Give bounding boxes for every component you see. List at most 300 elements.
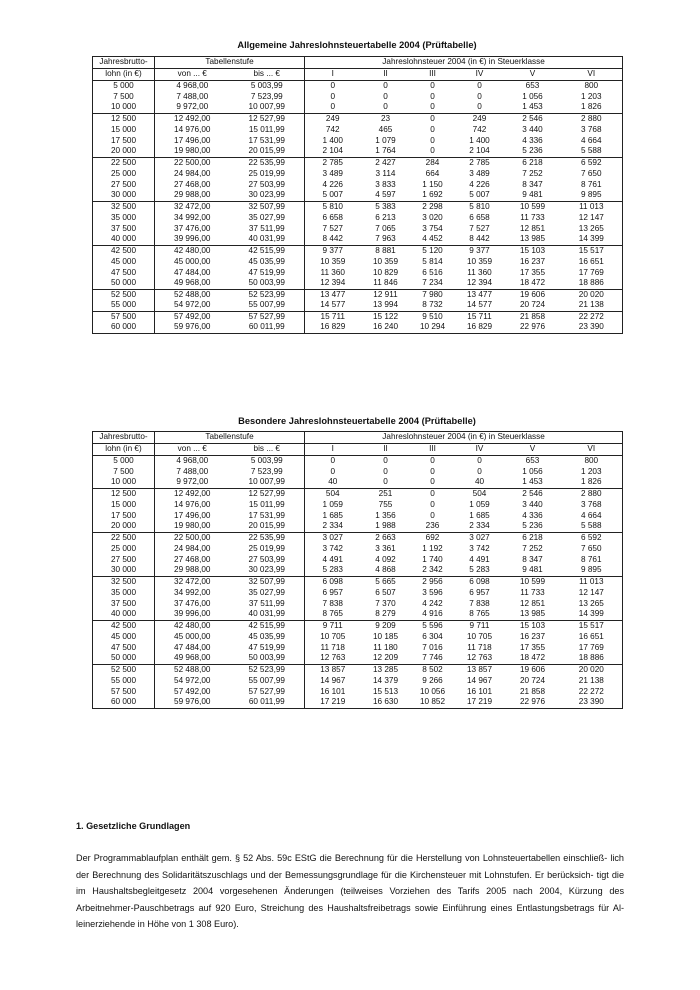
table-cell: 9 481 bbox=[505, 566, 561, 577]
table-cell: 0 bbox=[305, 467, 361, 478]
table-cell: 13 857 bbox=[466, 665, 493, 675]
table-cell: 16 237 bbox=[519, 631, 546, 641]
table-row bbox=[93, 268, 623, 279]
table-cell: 8 765 bbox=[455, 610, 505, 621]
table-cell: 19 980,00 bbox=[155, 522, 230, 533]
table-cell: 37 500 bbox=[93, 224, 155, 235]
tax-table-allgemeine bbox=[92, 56, 623, 334]
table-row bbox=[93, 577, 623, 588]
table-cell: 1 453 bbox=[505, 478, 561, 489]
table-cell: 1 056 bbox=[522, 91, 543, 101]
table-header-row bbox=[93, 57, 623, 69]
table-cell: 50 000 bbox=[93, 279, 155, 290]
table-cell: 251 bbox=[378, 489, 393, 499]
table-cell: 10 007,99 bbox=[230, 103, 305, 114]
table-cell: 18 472 bbox=[505, 279, 561, 290]
table-cell: 55 000 bbox=[93, 301, 155, 312]
table-cell: 5 283 bbox=[455, 566, 505, 577]
table-cell: 2 785 bbox=[305, 158, 361, 169]
table-cell: 7 746 bbox=[411, 654, 455, 665]
table-cell: 2 104 bbox=[455, 147, 505, 158]
table-cell: 4 242 bbox=[422, 598, 443, 608]
col-header-class: II bbox=[361, 69, 411, 81]
table-cell: 54 972,00 bbox=[155, 676, 230, 687]
table-cell: 20 724 bbox=[505, 301, 561, 312]
table-cell: 5 588 bbox=[561, 147, 623, 158]
table-cell: 40 bbox=[455, 478, 505, 489]
table-cell: 9 972,00 bbox=[155, 478, 230, 489]
table-cell: 1 059 bbox=[305, 500, 361, 511]
table-cell: 1 453 bbox=[505, 103, 561, 114]
table-cell: 4 226 bbox=[469, 179, 490, 189]
table-cell: 1 692 bbox=[411, 191, 455, 202]
table-cell: 0 bbox=[430, 81, 435, 91]
col-header-bis: bis ... € bbox=[230, 444, 305, 456]
table-cell: 4 968,00 bbox=[155, 81, 230, 92]
col-header-class: VI bbox=[561, 444, 623, 456]
table-cell: 7 527 bbox=[469, 223, 490, 233]
table-cell: 15 517 bbox=[561, 621, 623, 632]
table-row bbox=[93, 312, 623, 323]
table-cell: 21 138 bbox=[561, 301, 623, 312]
table-cell: 9 711 bbox=[305, 621, 361, 632]
table-cell: 1 150 bbox=[422, 179, 443, 189]
table-cell: 57 500 bbox=[93, 312, 155, 323]
table-cell: 12 147 bbox=[561, 213, 623, 224]
table-cell: 1 685 bbox=[469, 510, 490, 520]
table-cell: 42 480,00 bbox=[155, 621, 230, 632]
table-cell: 15 000 bbox=[93, 500, 155, 511]
table-cell: 60 011,99 bbox=[230, 323, 305, 334]
table-cell: 7 650 bbox=[561, 544, 623, 555]
table-cell: 20 020 bbox=[561, 665, 623, 676]
table-cell: 49 968,00 bbox=[155, 279, 230, 290]
table-row bbox=[93, 643, 623, 654]
table-cell: 5 283 bbox=[305, 566, 361, 577]
col-header-steuer: Jahreslohnsteuer 2004 (in €) in Steuerklasse bbox=[305, 432, 623, 444]
table-cell: 2 663 bbox=[375, 533, 396, 543]
table-row bbox=[93, 92, 623, 103]
table-cell: 47 500 bbox=[93, 643, 155, 654]
table-cell: 10 599 bbox=[519, 577, 546, 587]
table-cell: 17 496,00 bbox=[155, 136, 230, 147]
table-cell: 0 bbox=[430, 489, 435, 499]
table-cell: 6 218 bbox=[522, 158, 543, 168]
table-cell: 20 015,99 bbox=[230, 522, 305, 533]
table-cell: 45 035,99 bbox=[248, 256, 285, 266]
table-cell: 49 968,00 bbox=[155, 654, 230, 665]
table-cell: 12 492,00 bbox=[155, 489, 230, 500]
table-row bbox=[93, 687, 623, 698]
table-row bbox=[93, 279, 623, 290]
table-cell: 32 507,99 bbox=[248, 202, 285, 212]
table-cell: 4 916 bbox=[411, 610, 455, 621]
table-cell: 742 bbox=[472, 124, 487, 134]
table-cell: 5 383 bbox=[375, 202, 396, 212]
table-cell: 6 304 bbox=[422, 631, 443, 641]
table-cell: 37 476,00 bbox=[155, 599, 230, 610]
table-cell: 5 810 bbox=[305, 202, 361, 213]
table-cell: 5 120 bbox=[422, 246, 443, 256]
table-cell: 42 515,99 bbox=[248, 246, 285, 256]
table-row bbox=[93, 676, 623, 687]
table-cell: 40 000 bbox=[93, 235, 155, 246]
table-cell: 6 658 bbox=[469, 212, 490, 222]
section-paragraph bbox=[76, 850, 624, 932]
table-cell: 14 379 bbox=[372, 675, 399, 685]
table-cell: 4 491 bbox=[305, 555, 361, 566]
table-cell: 14 976,00 bbox=[155, 125, 230, 136]
table-cell: 40 031,99 bbox=[230, 235, 305, 246]
table-cell: 24 984,00 bbox=[155, 169, 230, 180]
table-cell: 23 390 bbox=[561, 323, 623, 334]
table-cell: 52 523,99 bbox=[248, 290, 285, 300]
table-cell: 23 390 bbox=[561, 698, 623, 709]
table-cell: 12 763 bbox=[455, 654, 505, 665]
table-cell: 47 519,99 bbox=[248, 642, 285, 652]
table-cell: 5 003,99 bbox=[250, 456, 283, 466]
table-cell: 20 724 bbox=[519, 675, 546, 685]
table-cell: 7 370 bbox=[375, 598, 396, 608]
table-cell: 10 705 bbox=[466, 631, 493, 641]
table-cell: 0 bbox=[383, 466, 388, 476]
table-cell: 653 bbox=[525, 456, 540, 466]
table-cell: 2 342 bbox=[411, 566, 455, 577]
table-cell: 13 857 bbox=[305, 665, 361, 676]
table-cell: 6 516 bbox=[422, 267, 443, 277]
table-row bbox=[93, 213, 623, 224]
table-cell: 3 596 bbox=[422, 587, 443, 597]
table-cell: 35 000 bbox=[93, 213, 155, 224]
table-cell: 17 496,00 bbox=[155, 511, 230, 522]
table-cell: 1 764 bbox=[361, 147, 411, 158]
table-cell: 8 761 bbox=[561, 555, 623, 566]
table-cell: 0 bbox=[383, 456, 388, 466]
table-cell: 17 769 bbox=[561, 268, 623, 279]
table-row bbox=[93, 599, 623, 610]
table-cell: 7 500 bbox=[93, 92, 155, 103]
table-cell: 16 237 bbox=[519, 256, 546, 266]
table-cell: 504 bbox=[472, 489, 487, 499]
table-cell: 1 203 bbox=[561, 467, 623, 478]
table-cell: 12 851 bbox=[519, 223, 546, 233]
table-cell: 7 838 bbox=[469, 598, 490, 608]
table-cell: 3 489 bbox=[469, 168, 490, 178]
table-cell: 22 500 bbox=[93, 158, 155, 169]
table-cell: 2 880 bbox=[561, 114, 623, 125]
table-cell: 16 651 bbox=[561, 632, 623, 643]
table-cell: 11 733 bbox=[520, 212, 545, 222]
table-cell: 60 011,99 bbox=[230, 698, 305, 709]
table-cell: 12 911 bbox=[373, 290, 398, 300]
table-cell: 5 000 bbox=[93, 456, 155, 467]
table-cell: 0 bbox=[383, 91, 388, 101]
table-cell: 4 226 bbox=[305, 180, 361, 191]
table-cell: 29 988,00 bbox=[155, 191, 230, 202]
table-cell: 9 377 bbox=[469, 246, 490, 256]
col-header-von: von ... € bbox=[155, 444, 230, 456]
table-cell: 0 bbox=[477, 456, 482, 466]
table-row bbox=[93, 511, 623, 522]
table-cell: 7 500 bbox=[93, 467, 155, 478]
table-cell: 23 bbox=[380, 114, 391, 124]
table-cell: 0 bbox=[430, 466, 435, 476]
table-cell: 30 023,99 bbox=[230, 566, 305, 577]
table-cell: 6 098 bbox=[305, 577, 361, 588]
table-cell: 18 886 bbox=[561, 654, 623, 665]
table-cell: 9 711 bbox=[469, 621, 490, 631]
table-cell: 14 399 bbox=[561, 235, 623, 246]
table-cell: 20 000 bbox=[93, 522, 155, 533]
table-cell: 0 bbox=[361, 103, 411, 114]
section-heading: 1. Gesetzliche Grundlagen bbox=[76, 821, 191, 831]
table-cell: 0 bbox=[455, 103, 505, 114]
table-cell: 4 664 bbox=[561, 511, 623, 522]
table-cell: 11 718 bbox=[467, 642, 492, 652]
table-cell: 17 219 bbox=[455, 698, 505, 709]
table-cell: 3 742 bbox=[305, 544, 361, 555]
table-cell: 8 442 bbox=[455, 235, 505, 246]
table-cell: 13 285 bbox=[372, 665, 399, 675]
table-cell: 16 101 bbox=[466, 686, 493, 696]
table-cell: 14 399 bbox=[561, 610, 623, 621]
table-cell: 10 829 bbox=[372, 267, 399, 277]
table-cell: 17 531,99 bbox=[248, 135, 285, 145]
table-header-row bbox=[93, 444, 623, 456]
table-cell: 18 472 bbox=[505, 654, 561, 665]
col-header-tabellenstufe: Tabellenstufe bbox=[155, 432, 305, 444]
table-cell: 20 015,99 bbox=[230, 147, 305, 158]
table-cell: 7 016 bbox=[422, 642, 443, 652]
table-cell: 27 500 bbox=[93, 180, 155, 191]
table-cell: 11 013 bbox=[561, 577, 623, 588]
col-header-class: III bbox=[411, 69, 455, 81]
table-row bbox=[93, 654, 623, 665]
table-cell: 27 468,00 bbox=[155, 555, 230, 566]
table-row bbox=[93, 125, 623, 136]
table-cell: 0 bbox=[430, 124, 435, 134]
table-cell: 15 103 bbox=[519, 246, 546, 256]
table-cell: 236 bbox=[411, 522, 455, 533]
table-row bbox=[93, 147, 623, 158]
table-cell: 60 000 bbox=[93, 323, 155, 334]
table-cell: 17 355 bbox=[519, 267, 546, 277]
table-cell: 3 754 bbox=[422, 223, 443, 233]
table-row bbox=[93, 500, 623, 511]
table-cell: 2 880 bbox=[561, 489, 623, 500]
table-cell: 17 769 bbox=[561, 643, 623, 654]
table-cell: 4 868 bbox=[361, 566, 411, 577]
table-cell: 22 535,99 bbox=[248, 158, 285, 168]
table-cell: 9 895 bbox=[561, 566, 623, 577]
table-cell: 4 336 bbox=[522, 510, 543, 520]
table-cell: 3 361 bbox=[375, 543, 396, 553]
table-header-row bbox=[93, 69, 623, 81]
table-cell: 5 003,99 bbox=[250, 81, 283, 91]
table-row bbox=[93, 467, 623, 478]
table-cell: 11 733 bbox=[520, 587, 545, 597]
table-cell: 50 003,99 bbox=[230, 654, 305, 665]
table-cell: 249 bbox=[305, 114, 361, 125]
table-cell: 7 488,00 bbox=[155, 467, 230, 478]
table-row bbox=[93, 489, 623, 500]
table-row bbox=[93, 665, 623, 676]
table-cell: 55 007,99 bbox=[230, 301, 305, 312]
table-cell: 16 829 bbox=[455, 323, 505, 334]
table-cell: 3 833 bbox=[375, 179, 396, 189]
table-cell: 7 963 bbox=[361, 235, 411, 246]
table-row bbox=[93, 103, 623, 114]
table-cell: 1 740 bbox=[422, 554, 443, 564]
table-cell: 16 630 bbox=[361, 698, 411, 709]
table-cell: 37 476,00 bbox=[155, 224, 230, 235]
table-row bbox=[93, 158, 623, 169]
paragraph-line: Arbeitnehmer-Pauschbetrags auf 920 Euro, Streichung des Haushaltsfreibetrags sowie Einführung eines Entlastungsbetrags für Al- bbox=[76, 902, 624, 913]
table-cell: 0 bbox=[430, 91, 435, 101]
table-cell: 15 513 bbox=[372, 686, 399, 696]
table-cell: 10 000 bbox=[93, 478, 155, 489]
table-cell: 3 768 bbox=[561, 125, 623, 136]
table-cell: 7 523,99 bbox=[250, 466, 283, 476]
table-cell: 7 488,00 bbox=[155, 92, 230, 103]
table-cell: 50 003,99 bbox=[230, 279, 305, 290]
table-cell: 0 bbox=[305, 92, 361, 103]
table-cell: 16 829 bbox=[305, 323, 361, 334]
table-cell: 55 000 bbox=[93, 676, 155, 687]
table-cell: 3 020 bbox=[422, 212, 443, 222]
table-cell: 32 472,00 bbox=[155, 577, 230, 588]
table-cell: 12 500 bbox=[93, 114, 155, 125]
table-cell: 1 988 bbox=[361, 522, 411, 533]
table-cell: 1 203 bbox=[561, 92, 623, 103]
table-cell: 32 507,99 bbox=[248, 577, 285, 587]
table-cell: 25 019,99 bbox=[248, 168, 285, 178]
table-cell: 5 236 bbox=[505, 522, 561, 533]
table-cell: 5 007 bbox=[305, 191, 361, 202]
table-cell: 42 515,99 bbox=[248, 621, 285, 631]
table-cell: 13 994 bbox=[361, 301, 411, 312]
table-cell: 7 650 bbox=[561, 169, 623, 180]
table-cell: 2 104 bbox=[305, 147, 361, 158]
table-cell: 2 785 bbox=[469, 158, 490, 168]
table-cell: 27 503,99 bbox=[248, 554, 285, 564]
table-row bbox=[93, 301, 623, 312]
table-cell: 12 527,99 bbox=[248, 114, 285, 124]
table-cell: 1 826 bbox=[561, 478, 623, 489]
col-header-brutto: Jahresbrutto- bbox=[93, 57, 155, 69]
table-cell: 37 500 bbox=[93, 599, 155, 610]
table-cell: 5 236 bbox=[505, 147, 561, 158]
table-cell: 3 027 bbox=[305, 533, 361, 544]
table-cell: 13 985 bbox=[505, 610, 561, 621]
table-row bbox=[93, 114, 623, 125]
table-cell: 6 658 bbox=[305, 213, 361, 224]
table-cell: 2 546 bbox=[522, 114, 543, 124]
table-cell: 12 394 bbox=[455, 279, 505, 290]
table-cell: 8 442 bbox=[305, 235, 361, 246]
table-cell: 0 bbox=[430, 510, 435, 520]
table-cell: 9 895 bbox=[561, 191, 623, 202]
table-cell: 57 527,99 bbox=[248, 312, 285, 322]
table-cell: 10 000 bbox=[93, 103, 155, 114]
table-cell: 8 279 bbox=[361, 610, 411, 621]
table-cell: 0 bbox=[305, 456, 361, 467]
table-cell: 6 592 bbox=[561, 158, 623, 169]
table-row bbox=[93, 621, 623, 632]
table-cell: 4 336 bbox=[522, 135, 543, 145]
col-header-von: von ... € bbox=[155, 69, 230, 81]
table-cell: 24 984,00 bbox=[155, 544, 230, 555]
table-cell: 15 000 bbox=[93, 125, 155, 136]
table-cell: 8 502 bbox=[422, 665, 443, 675]
table-cell: 8 761 bbox=[561, 180, 623, 191]
table-row bbox=[93, 478, 623, 489]
table-cell: 5 814 bbox=[422, 256, 443, 266]
table-cell: 2 334 bbox=[455, 522, 505, 533]
table-cell: 32 500 bbox=[93, 202, 155, 213]
table-cell: 6 213 bbox=[375, 212, 396, 222]
table-cell: 249 bbox=[472, 114, 487, 124]
table-cell: 52 500 bbox=[93, 665, 155, 676]
table-cell: 15 122 bbox=[372, 312, 399, 322]
table-cell: 34 992,00 bbox=[155, 588, 230, 599]
table-cell: 4 597 bbox=[361, 191, 411, 202]
table-cell: 8 765 bbox=[305, 610, 361, 621]
table-cell: 14 577 bbox=[455, 301, 505, 312]
table-cell: 47 484,00 bbox=[155, 643, 230, 654]
col-header-brutto: Jahresbrutto- bbox=[93, 432, 155, 444]
table-cell: 59 976,00 bbox=[155, 698, 230, 709]
table-cell: 4 968,00 bbox=[155, 456, 230, 467]
table-cell: 5 588 bbox=[561, 522, 623, 533]
table-cell: 9 377 bbox=[305, 246, 361, 257]
table-cell: 10 852 bbox=[411, 698, 455, 709]
table-cell: 8 347 bbox=[522, 179, 543, 189]
table-cell: 25 019,99 bbox=[248, 543, 285, 553]
table-cell: 10 359 bbox=[305, 257, 361, 268]
tax-table-besondere bbox=[92, 431, 623, 709]
table-cell: 10 705 bbox=[305, 632, 361, 643]
table-cell: 45 000 bbox=[93, 257, 155, 268]
table-cell: 10 007,99 bbox=[230, 478, 305, 489]
table-cell: 0 bbox=[383, 81, 388, 91]
table-cell: 40 000 bbox=[93, 610, 155, 621]
table-cell: 0 bbox=[411, 147, 455, 158]
table-cell: 14 976,00 bbox=[155, 500, 230, 511]
table-row bbox=[93, 180, 623, 191]
table-cell: 14 577 bbox=[305, 301, 361, 312]
table-row bbox=[93, 246, 623, 257]
table-cell: 22 272 bbox=[561, 312, 623, 323]
table-cell: 21 138 bbox=[561, 676, 623, 687]
paragraph-line: leinerziehende in Höhe von 1 308 Euro). bbox=[76, 919, 239, 930]
table-cell: 14 967 bbox=[466, 675, 493, 685]
table-cell: 0 bbox=[477, 81, 482, 91]
table-cell: 2 298 bbox=[422, 202, 443, 212]
table-cell: 0 bbox=[305, 103, 361, 114]
col-header-class: V bbox=[505, 69, 561, 81]
table-cell: 52 488,00 bbox=[155, 290, 230, 301]
table-cell: 13 477 bbox=[305, 290, 361, 301]
table-cell: 664 bbox=[425, 168, 440, 178]
table-cell: 22 500,00 bbox=[155, 158, 230, 169]
table-cell: 3 027 bbox=[469, 533, 490, 543]
table-cell: 7 252 bbox=[522, 168, 543, 178]
table-cell: 45 000,00 bbox=[155, 257, 230, 268]
table-cell: 3 440 bbox=[522, 499, 543, 509]
table-cell: 57 527,99 bbox=[248, 686, 285, 696]
table-cell: 8 732 bbox=[411, 301, 455, 312]
